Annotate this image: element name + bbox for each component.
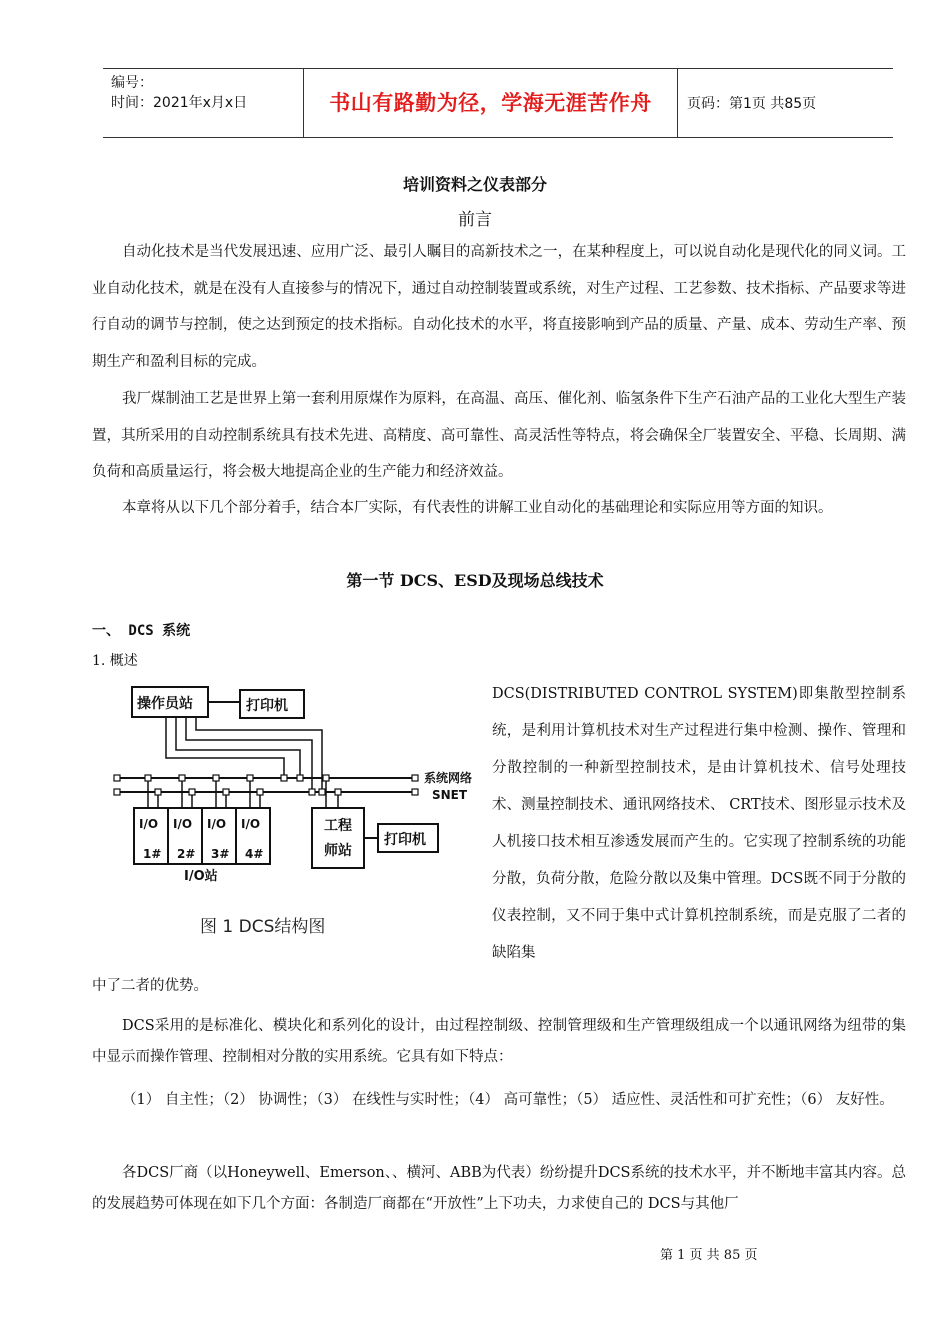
engineer-station-label-2: 师站 xyxy=(324,843,352,859)
io-module-3-bottom: 3# xyxy=(211,847,230,861)
section-title: 第一节 DCS、ESD及现场总线技术 xyxy=(346,571,604,590)
io-module-2-bottom: 2# xyxy=(177,847,196,861)
printer-top-label: 打印机 xyxy=(246,698,288,714)
io-module-1-top: I/O xyxy=(139,817,159,831)
snet-label: SNET xyxy=(432,788,468,802)
header-divider-2 xyxy=(677,69,678,137)
document-title: 培训资料之仪表部分 xyxy=(402,175,547,194)
dcs-features: （1） 自主性；（2） 协调性；（3） 在线性与实时性；（4） 高可靠性；（5） 适应性、灵活性和可扩充性；（6） 友好性。 xyxy=(122,1092,894,1108)
printer-right-label: 打印机 xyxy=(384,832,426,848)
io-module-3-top: I/O xyxy=(207,817,227,831)
number-label: 编号： xyxy=(111,75,153,91)
operator-station-label: 操作员站 xyxy=(137,696,193,712)
dcs-structure-diagram xyxy=(106,680,486,950)
network-label: 系统网络 xyxy=(424,771,473,785)
io-module-4-top: I/O xyxy=(241,817,261,831)
header-table xyxy=(103,68,893,138)
io-module-1-bottom: 1# xyxy=(143,847,162,861)
engineer-station-label-1: 工程 xyxy=(324,818,352,834)
page-footer: 第 1 页 共 85 页 xyxy=(660,1248,758,1263)
header-page-info: 页码：第1页 共85页 xyxy=(687,96,817,112)
dcs-paragraph-3: 各DCS厂商（以Honeywell、Emerson、、横河、ABB为代表）纷纷提升DCS系统的技术水平，并不断地丰富其内容。总的发展趋势可体现在如下几个方面：各制造厂商都在“开放性”上下功夫，力求使自己的 DCS与其他厂 xyxy=(92,1165,906,1212)
preface-paragraph-1: 自动化技术是当代发展迅速、应用广泛、最引人瞩目的高新技术之一，在某种程度上，可以说自动化是现代化的同义词。工业自动化技术，就是在没有人直接参与的情况下，通过自动控制装置或系统，对生产过程、工艺参数、技术指标、产品要求等进行自动的调节与控制，使之达到预定的技术指标。自动化技术的水平，将直接影响到产品的质量、产量、成本、劳动生产率、预期生产和盈利目标的完成。 xyxy=(92,244,906,371)
io-module-4-bottom: 4# xyxy=(245,847,264,861)
dcs-paragraph-2: DCS采用的是标准化、模块化和系列化的设计，由过程控制级、控制管理级和生产管理级组成一个以通讯网络为纽带的集中显示而操作管理、控制相对分散的实用系统。它具有如下特点： xyxy=(92,1018,906,1065)
header-motto: 书山有路勤为径，学海无涯苦作舟 xyxy=(329,91,652,115)
io-module-2-top: I/O xyxy=(173,817,193,831)
io-station-label: I/O站 xyxy=(184,869,218,884)
subsection-heading: 一、 DCS 系统 xyxy=(92,623,191,639)
diagram-caption: 图 1 DCS结构图 xyxy=(200,917,326,937)
preface-paragraph-3: 本章将从以下几个部分着手，结合本厂实际，有代表性的讲解工业自动化的基础理论和实际应用等方面的知识。 xyxy=(122,500,833,516)
item-heading: 1. 概述 xyxy=(92,653,138,669)
preface-title: 前言 xyxy=(458,210,492,230)
dcs-intro-paragraph: DCS(DISTRIBUTED CONTROL SYSTEM)即集散型控制系统，是利用计算机技术对生产过程进行集中检测、操作、管理和分散控制的一种新型控制技术，是由计算机技术、信号处理技术、测量控制技术、通讯网络技术、 CRT技术、图形显示技术及人机接口技术相互渗透发展而产生的。它实现了控制系统的功能分散，负荷分散，危险分散以及集中管理。DCS既不同于分散的仪表控制，又不同于集中式计算机控制系统，而是克服了二者的缺陷集 xyxy=(492,686,906,961)
time-label: 时间：2021年x月x日 xyxy=(111,95,248,111)
engineer-station-box xyxy=(312,808,364,868)
header-left-cell xyxy=(111,73,301,113)
preface-paragraph-2: 我厂煤制油工艺是世界上第一套利用原煤作为原料，在高温、高压、催化剂、临氢条件下生产石油产品的工业化大型生产装置，其所采用的自动控制系统具有技术先进、高精度、高可靠性、高灵活性等特点，将会确保全厂装置安全、平稳、长周期、满负荷和高质量运行，将会极大地提高企业的生产能力和经济效益。 xyxy=(92,391,906,481)
dcs-intro-continuation: 中了二者的优势。 xyxy=(92,978,208,994)
